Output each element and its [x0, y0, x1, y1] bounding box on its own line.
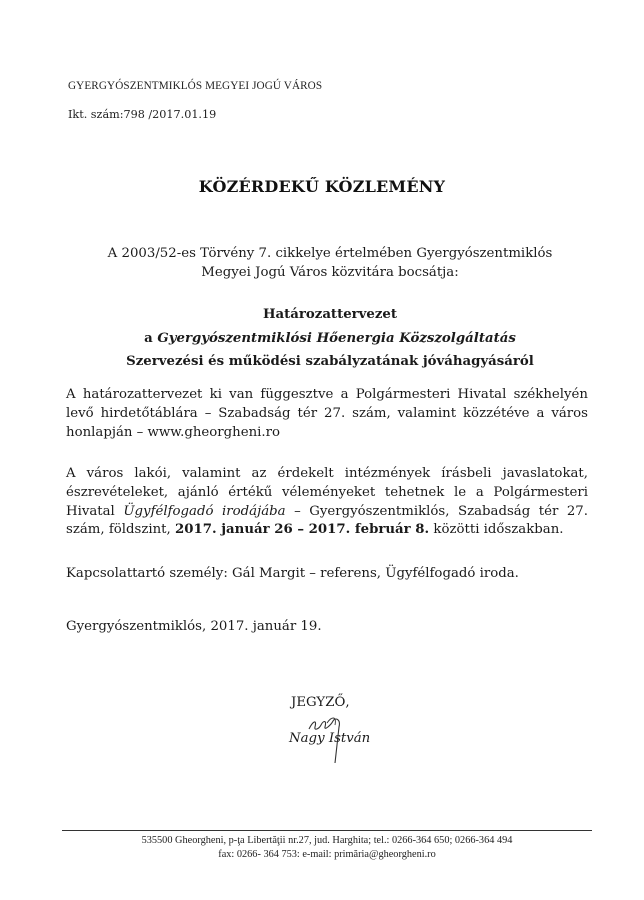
place-date: Gyergyószentmiklós, 2017. január 19. — [66, 619, 322, 634]
subject-line-1: Határozattervezet — [262, 307, 398, 322]
footer-fax-email: fax: 0266- 364 753: e-mail: primăria@gheorgheni.ro — [218, 848, 436, 860]
contact-person: Kapcsolattartó személy: Gál Margit – referens, Ügyfélfogadó iroda. — [66, 566, 519, 581]
document-title: KÖZÉRDEKŰ KÖZLEMÉNY — [198, 177, 446, 196]
subject-line-2 — [60, 327, 600, 351]
footer-divider — [62, 830, 592, 831]
paragraph-posting: A határozattervezet ki van függesztve a Polgármesteri Hivatal székhelyén levő hirdetőtáblára – Szabadság tér 27. szám, valamint közzétéve a város honlapján – www.gheorgheni.ro — [66, 387, 588, 440]
footer-contact — [40, 834, 614, 861]
submissions-text-2: – Gyergyószentmiklós, Szabadság tér 27. szám, földszint, — [66, 503, 588, 538]
organization-header: GYERGYÓSZENTMIKLÓS MEGYEI JOGÚ VÁROS — [68, 80, 323, 92]
submissions-text-3: közötti időszakban. — [429, 522, 564, 538]
subject-prefix: a — [144, 330, 158, 346]
submission-period: 2017. január 26 – 2017. február 8. — [174, 522, 430, 538]
intro-text — [60, 244, 600, 282]
reference-number: Ikt. szám:798 /2017.01.19 — [68, 108, 217, 121]
paragraph-submissions — [66, 465, 588, 540]
intro-line-1: A 2003/52-es Törvény 7. cikkelye értelmében Gyergyószentmiklós — [107, 246, 553, 261]
subject-entity: Gyergyószentmiklósi Hőenergia Közszolgáltatás — [157, 330, 516, 346]
subject-heading — [60, 303, 600, 374]
signatory-role: JEGYZŐ, — [291, 695, 350, 710]
footer-address: 535500 Gheorgheni, p-ţa Libertăţii nr.27, jud. Harghita; tel.: 0266-364 650; 0266-364 494 — [141, 835, 513, 846]
office-name: Ügyfélfogadó irodájába — [123, 503, 286, 519]
signatory-name: Nagy István — [289, 731, 371, 746]
submissions-text-1: A város lakói, valamint az érdekelt intézmények írásbeli javaslatokat, észrevételeket, ajánló értékű véleményeket tehetnek le a Polgármesteri Hivatal — [66, 466, 588, 519]
subject-line-3: Szervezési és működési szabályzatának jóváhagyásáról — [126, 354, 534, 369]
intro-line-2: Megyei Jogú Város közvitára bocsátja: — [201, 265, 459, 280]
